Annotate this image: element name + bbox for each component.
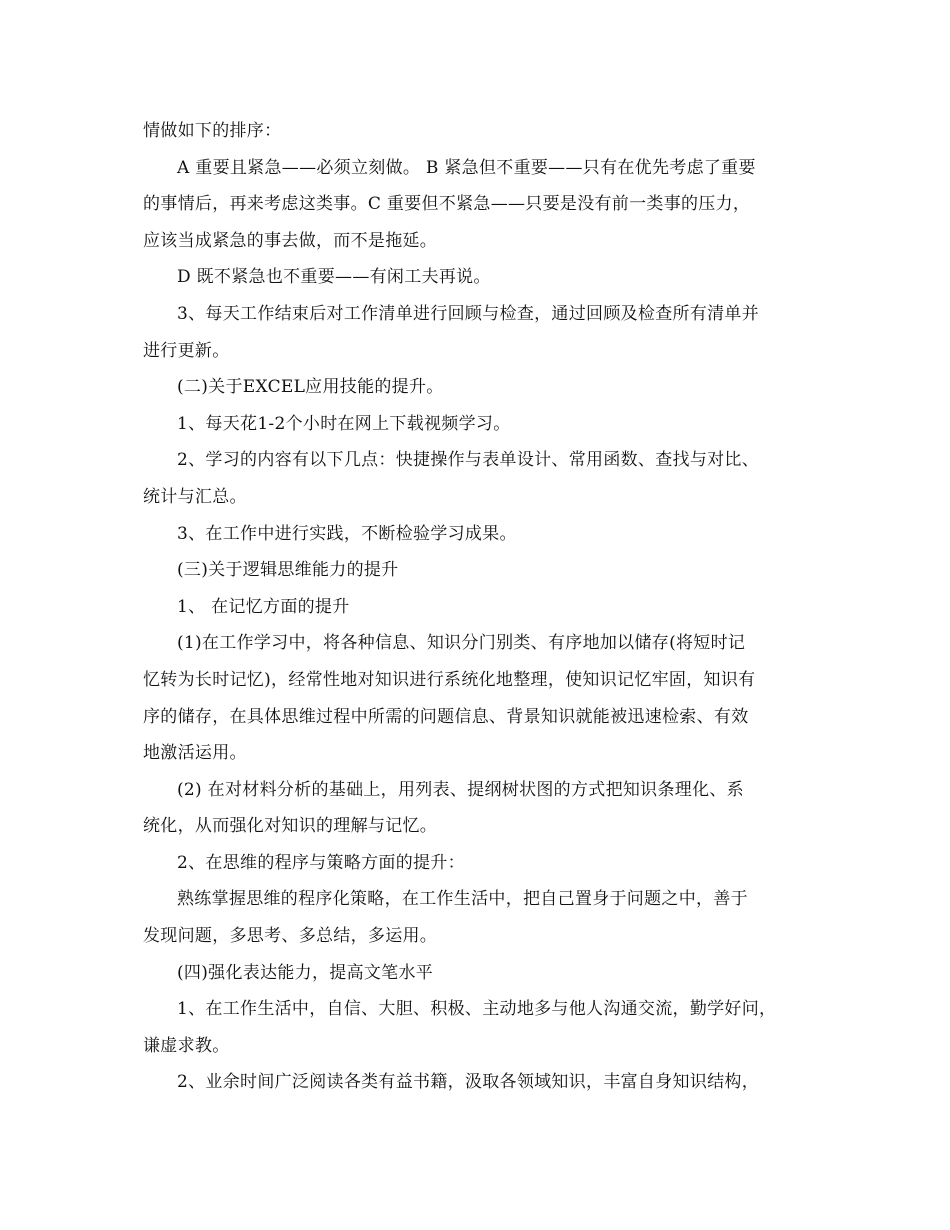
text-line: (1)在工作学习中，将各种信息、知识分门别类、有序地加以储存(将短时记	[177, 633, 746, 654]
text-line: 进行更新。	[143, 340, 230, 361]
document-body	[143, 113, 815, 1101]
text-line: 熟练掌握思维的程序化策略，在工作生活中，把自己置身于问题之中，善于	[177, 889, 748, 910]
text-line: 1、在工作生活中，自信、大胆、积极、主动地多与他人沟通交流，勤学好问，	[177, 999, 777, 1020]
text-line: 谦虚求教。	[143, 1035, 230, 1056]
section-heading: (三)关于逻辑思维能力的提升	[177, 560, 399, 581]
text-line: 情做如下的排序：	[143, 121, 282, 141]
text-line: 忆转为长时记忆)，经常性地对知识进行系统化地整理，使知识记忆牢固，知识有	[143, 669, 756, 690]
text-line: 2、学习的内容有以下几点：快捷操作与表单设计、常用函数、查找与对比、	[177, 450, 760, 471]
text-line: 1、每天花1-2个小时在网上下载视频学习。	[177, 413, 511, 434]
text-line: D 既不紧急也不重要——有闲工夫再说。	[177, 267, 491, 288]
section-heading: (二)关于EXCEL应用技能的提升。	[177, 377, 444, 398]
text-line: 的事情后，再来考虑这类事。C 重要但不紧急——只要是没有前一类事的压力，	[143, 194, 751, 215]
text-line: 1、 在记忆方面的提升	[177, 596, 350, 617]
text-line: A 重要且紧急——必须立刻做。 B 紧急但不重要——只有在优先考虑了重要	[177, 157, 756, 178]
text-line: 3、每天工作结束后对工作清单进行回顾与检查，通过回顾及检查所有清单并	[177, 303, 760, 324]
text-line: 2、在思维的程序与策略方面的提升：	[177, 852, 465, 873]
text-line: 序的储存，在具体思维过程中所需的问题信息、背景知识就能被迅速检索、有效	[143, 706, 749, 727]
text-line: 2、业余时间广泛阅读各类有益书籍，汲取各领域知识，丰富自身知识结构，	[177, 1072, 760, 1093]
text-line: 统计与汇总。	[143, 486, 247, 507]
text-line: 统化，从而强化对知识的理解与记忆。	[143, 816, 438, 837]
text-line: (2) 在对材料分析的基础上，用列表、提纲树状图的方式把知识条理化、系	[177, 779, 744, 800]
section-heading: (四)强化表达能力，提高文笔水平	[177, 962, 434, 983]
text-line: 发现问题，多思考、多总结，多运用。	[143, 926, 438, 947]
text-line: 3、在工作中进行实践，不断检验学习成果。	[177, 523, 517, 544]
text-line: 地激活运用。	[143, 743, 247, 764]
text-line: 应该当成紧急的事去做，而不是拖延。	[143, 230, 438, 251]
